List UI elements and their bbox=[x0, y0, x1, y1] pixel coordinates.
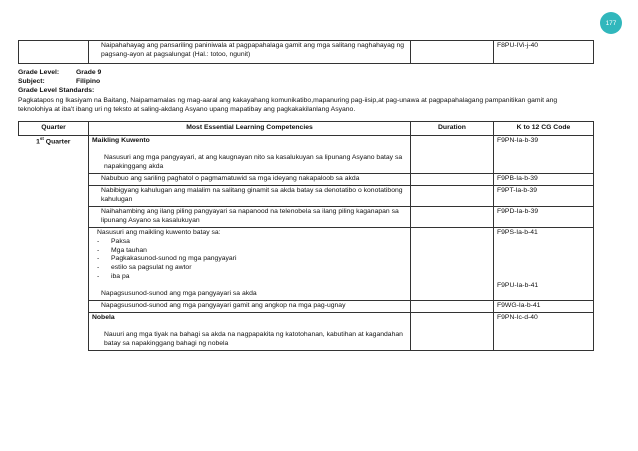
competency-cell: Naihahambing ang ilang piling pangyayari sa napanood na telenobela sa ilang piling kaganapan sa lipunang Asyano sa kasalukuyan bbox=[89, 206, 411, 227]
duration-cell bbox=[411, 206, 494, 227]
competencies-table bbox=[18, 121, 594, 351]
competency-text: Nasusuri ang maikling kuwento batay sa: bbox=[97, 228, 221, 236]
grade-level-value: Grade 9 bbox=[76, 69, 102, 76]
quarter-cell: 1st Quarter bbox=[19, 135, 89, 350]
list-item: - iba pa bbox=[97, 273, 130, 281]
quarter-cell bbox=[19, 41, 89, 64]
subject-label: Subject: bbox=[18, 77, 45, 85]
curriculum-sheet bbox=[18, 40, 593, 351]
table-row bbox=[19, 41, 594, 64]
competency-cell: Nabubuo ang sariling paghatol o pagmamatuwid sa mga ideyang nakapaloob sa akda bbox=[89, 173, 411, 185]
duration-cell bbox=[411, 135, 494, 173]
top-table bbox=[18, 40, 594, 64]
competency-cell bbox=[89, 313, 411, 351]
competencies-header: Most Essential Learning Competencies bbox=[89, 121, 411, 135]
table-row bbox=[19, 301, 594, 313]
competency-cell bbox=[89, 227, 411, 301]
table-row bbox=[19, 185, 594, 206]
table-row bbox=[19, 135, 594, 173]
code-cell: F9PB-Ia-b-39 bbox=[494, 173, 594, 185]
duration-cell bbox=[411, 41, 494, 64]
duration-header: Duration bbox=[411, 121, 494, 135]
code-cell: F9PS-Ia-b-41 F9PU-Ia-b-41 bbox=[494, 227, 594, 301]
duration-cell bbox=[411, 227, 494, 301]
subject-value: Filipino bbox=[76, 77, 101, 85]
code-cell: F8PU-IVi-j-40 bbox=[494, 41, 594, 64]
competency-text: Nasusuri ang mga pangyayari, at ang kaugnayan nito sa kasalukuyan sa lipunang Asyano batay sa napakinggang akda bbox=[104, 153, 403, 170]
competency-cell: Nabibigyang kahulugan ang malalim na salitang ginamit sa akda batay sa denotatibo o konotatibong kahulugan bbox=[89, 185, 411, 206]
table-row bbox=[19, 227, 594, 301]
duration-cell bbox=[411, 301, 494, 313]
table-row bbox=[19, 313, 594, 351]
competency-cell bbox=[89, 135, 411, 173]
standards-label: Grade Level Standards: bbox=[18, 86, 95, 94]
duration-cell bbox=[411, 313, 494, 351]
section-title-maikling-kuwento: Maikling Kuwento bbox=[92, 136, 150, 144]
quarter-header: Quarter bbox=[19, 121, 89, 135]
competency-cell: Napagsusunod-sunod ang mga pangyayari gamit ang angkop na mga pag-ugnay bbox=[89, 301, 411, 313]
table-header-row bbox=[19, 121, 594, 135]
code-cell: F9PT-Ia-b-39 bbox=[494, 185, 594, 206]
table-row bbox=[19, 173, 594, 185]
list-item: - estilo sa pagsulat ng awtor bbox=[97, 264, 192, 272]
table-row bbox=[19, 206, 594, 227]
code-header: K to 12 CG Code bbox=[494, 121, 594, 135]
competency-text: Nauuri ang mga tiyak na bahagi sa akda na nagpapakita ng katotohanan, kabutihan at kagandahan batay sa napakinggang bahagi ng nobela bbox=[104, 331, 403, 348]
duration-cell bbox=[411, 173, 494, 185]
list-item: - Pagkakasunod-sunod ng mga pangyayari bbox=[97, 255, 237, 263]
competency-text: Napagsusunod-sunod ang mga pangyayari sa akda bbox=[101, 290, 257, 298]
code-cell: F9PN-Ic-d-40 bbox=[494, 313, 594, 351]
code-cell: F9WG-Ia-b-41 bbox=[494, 301, 594, 313]
page-number-badge: 177 bbox=[600, 12, 622, 34]
competency-cell: Naipahahayag ang pansariling paniniwala at pagpapahalaga gamit ang mga salitang naghahayag ng pagsang-ayon at pagsalungat (Hal.: totoo, ngunit) bbox=[89, 41, 411, 64]
grade-meta bbox=[18, 69, 593, 115]
list-item: - Paksa bbox=[97, 237, 130, 245]
list-item: - Mga tauhan bbox=[97, 246, 147, 254]
code-cell: F9PN-Ia-b-39 bbox=[494, 135, 594, 173]
grade-level-label: Grade Level: bbox=[18, 69, 60, 76]
section-title-nobela: Nobela bbox=[92, 314, 115, 322]
duration-cell bbox=[411, 185, 494, 206]
standards-text: Pagkatapos ng Ikasiyam na Baitang, Naipamamalas ng mag-aaral ang kakayahang komunikatibo,mapanuring pag-iisip,at pag-unawa at pagpapahalagang pampanitikan gamit ang teknolohiya at iba't ibang uri ng teksto at saling-akdang Asyano upang mapatibay ang pagkakakilanlang Asyano. bbox=[18, 96, 558, 113]
code-cell: F9PD-Ia-b-39 bbox=[494, 206, 594, 227]
